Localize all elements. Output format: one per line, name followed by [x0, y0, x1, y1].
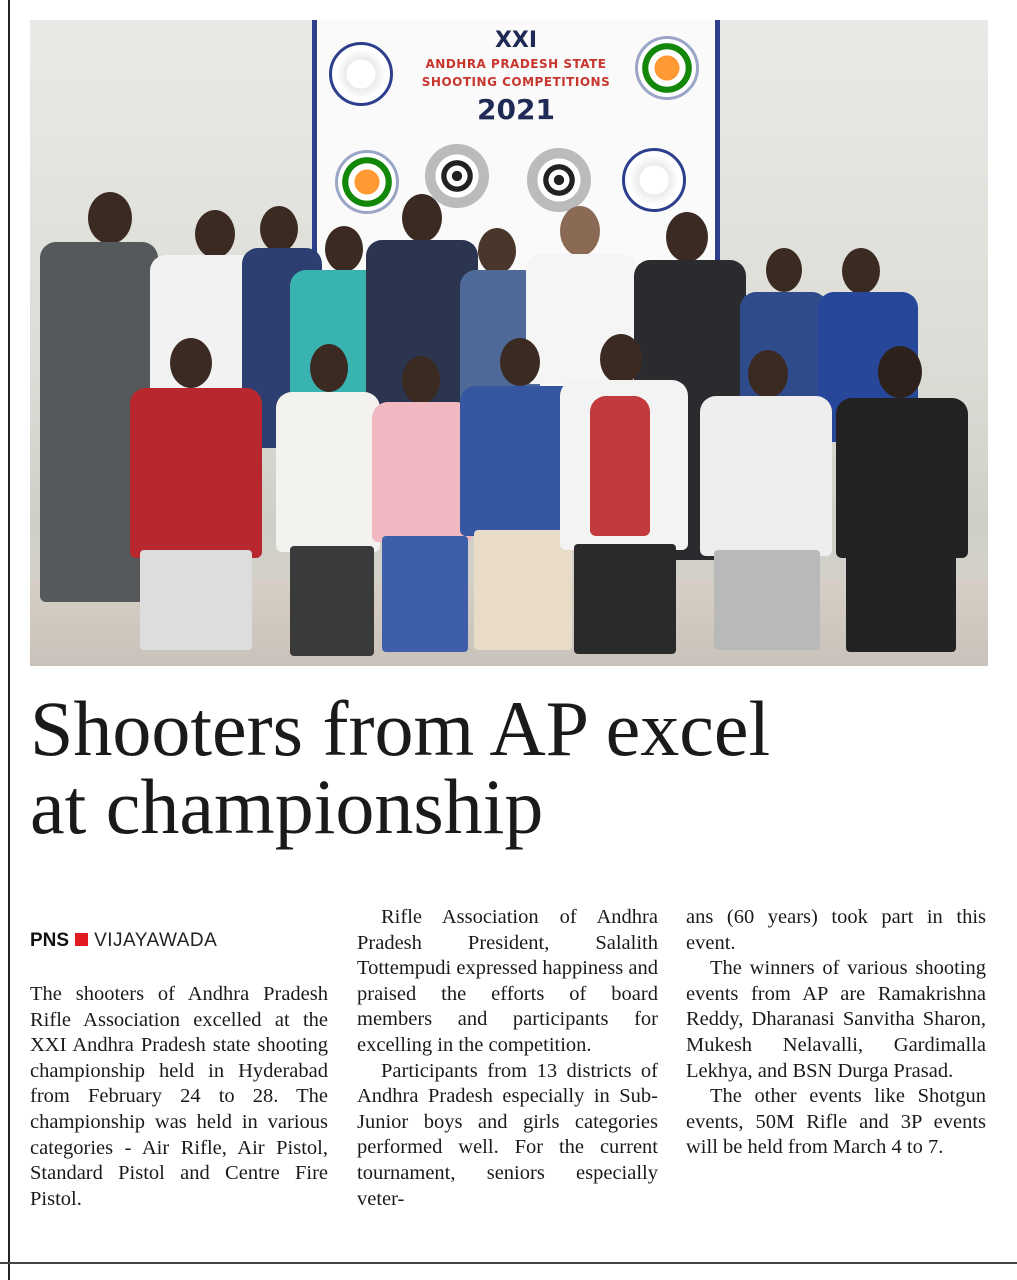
paragraph: Rifle Association of Andhra Pradesh President, Salalith Tottempudi expressed happiness and praised the efforts of board members and participants for excelling in the competition.: [357, 906, 658, 1056]
byline-dateline: VIJAYAWADA: [94, 930, 218, 951]
banner-year: 2021: [477, 93, 555, 126]
byline-red-square-icon: [75, 933, 88, 946]
page-bottom-rule: [0, 1262, 1017, 1264]
paragraph: Participants from 13 districts of Andhra Pradesh especially in Sub-Junior boys and girls categories performed well. For the current tournament, seniors especially veter-: [357, 1059, 658, 1210]
article-column-2: [357, 905, 658, 1212]
paragraph: The shooters of Andhra Pradesh Rifle Association excelled at the XXI Andhra Pradesh state shooting championship held in Hyderabad from February 24 to 28. The championship was held in various categories - Air Rifle, Air Pistol, Standard Pistol and Centre Fire Pistol.: [30, 983, 328, 1210]
paragraph: The winners of various shooting events from AP are Ramakrishna Reddy, Dharanasi Sanvitha Sharon, Mukesh Nelavalli, Gardimalla Lekhya, and BSN Durga Prasad.: [686, 957, 986, 1082]
group-of-shooters: [30, 20, 988, 666]
article-column-1: [30, 982, 328, 1212]
banner-edition: XXI: [494, 28, 538, 53]
paragraph: ans (60 years) took part in this event.: [686, 906, 986, 954]
banner-title-line2: SHOOTING COMPETITIONS: [421, 75, 611, 89]
headline-line-1: Shooters from AP excel: [30, 685, 771, 772]
page-left-rule: [8, 0, 10, 1280]
banner-title-line1: ANDHRA PRADESH STATE: [425, 57, 607, 71]
headline-line-2: at championship: [30, 763, 544, 850]
paragraph: The other events like Shotgun events, 50M Rifle and 3P events will be held from March 4 to 7.: [686, 1085, 986, 1159]
byline: [30, 930, 217, 952]
byline-agency: PNS: [30, 930, 70, 951]
news-photo: [30, 20, 988, 666]
article-headline: [30, 685, 990, 850]
article-column-3: [686, 905, 986, 1161]
